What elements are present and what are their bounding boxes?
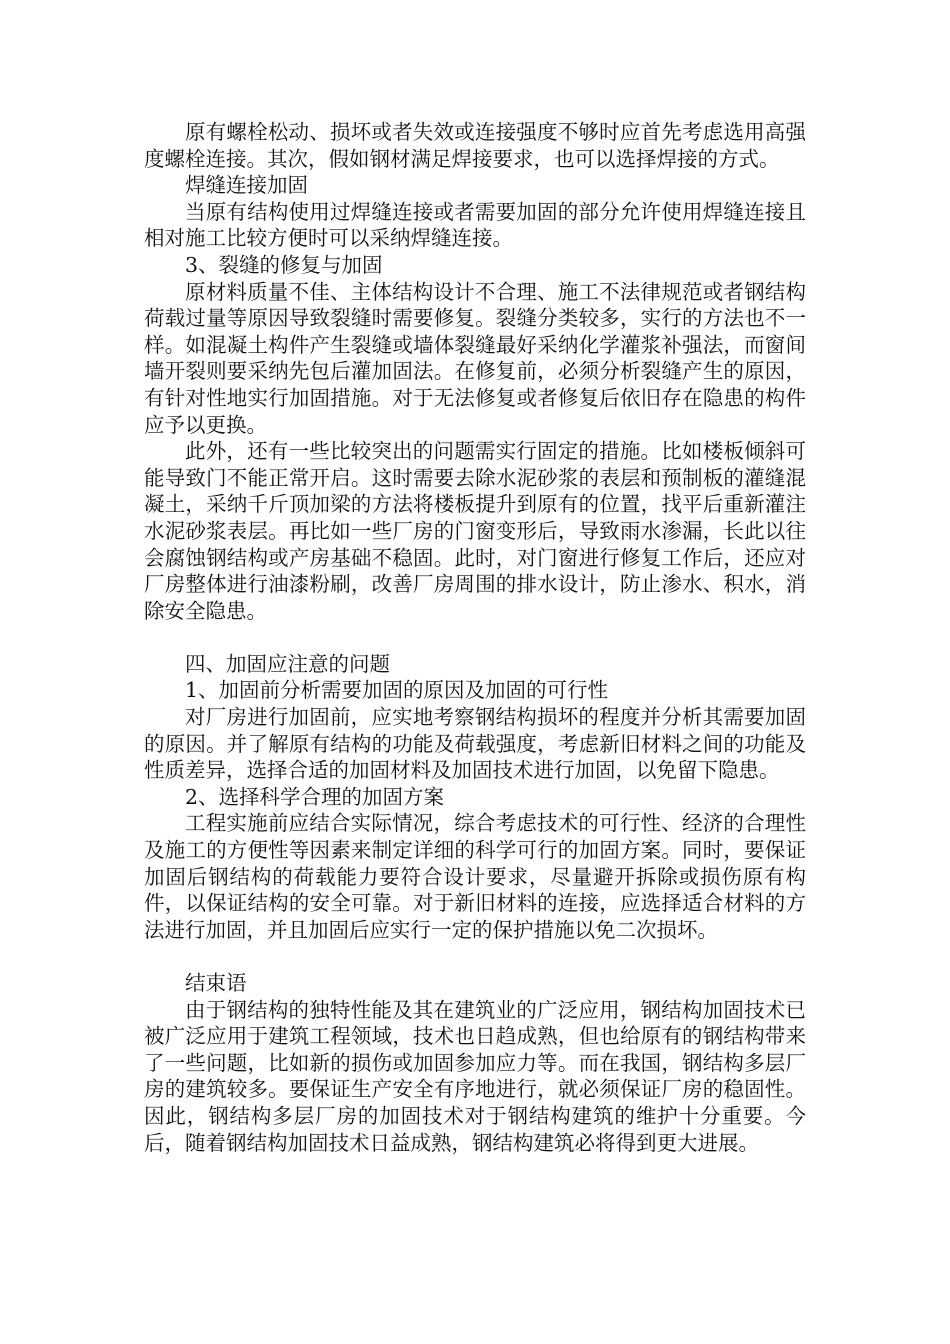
heading-weld-reinforcement: 焊缝连接加固	[185, 173, 308, 198]
heading-analysis-feasibility: 1、加固前分析需要加固的原因及加固的可行性	[185, 678, 609, 703]
section-spacer	[144, 943, 806, 970]
section-spacer	[144, 624, 806, 651]
document-page	[144, 119, 806, 1156]
paragraph-analysis: 对厂房进行加固前，应实地考察钢结构损坏的程度并分析其需要加固的原因。并了解原有结构的功能及荷载强度，考虑新旧材料之间的功能及性质差异，选择合适的加固材料及加固技术进行加固，以免留下隐患。	[144, 705, 806, 783]
heading-conclusion: 结束语	[185, 971, 247, 995]
heading-crack-repair: 3、裂缝的修复与加固	[185, 252, 383, 277]
heading-plan-selection: 2、选择科学合理的加固方案	[185, 784, 445, 809]
paragraph-crack-causes: 原材料质量不佳、主体结构设计不合理、施工不法律规范或者钢结构荷载过量等原因导致裂缝时需要修复。裂缝分类较多，实行的方法也不一样。如混凝土构件产生裂缝或墙体裂缝最好采纳化学灌浆补强法，而窗间墙开裂则要采纳先包后灌加固法。在修复前，必须分析裂缝产生的原因，有针对性地实行加固措施。对于无法修复或者修复后依旧存在隐患的构件应予以更换。	[144, 279, 806, 437]
paragraph-bolt-connection: 原有螺栓松动、损坏或者失效或连接强度不够时应首先考虑选用高强度螺栓连接。其次，假如钢材满足焊接要求，也可以选择焊接的方式。	[144, 120, 806, 171]
paragraph-conclusion: 由于钢结构的独特性能及其在建筑业的广泛应用，钢结构加固技术已被广泛应用于建筑工程领域，技术也日趋成熟，但也给原有的钢结构带来了一些问题，比如新的损伤或加固参加应力等。而在我国，钢结构多层厂房的建筑较多。要保证生产安全有序地进行，就必须保证厂房的稳固性。因此，钢结构多层厂房的加固技术对于钢结构建筑的维护十分重要。今后，随着钢结构加固技术日益成熟，钢结构建筑必将得到更大进展。	[144, 997, 806, 1155]
paragraph-weld-connection: 当原有结构使用过焊缝连接或者需要加固的部分允许使用焊缝连接且相对施工比较方便时可以采纳焊缝连接。	[144, 199, 806, 251]
paragraph-other-measures: 此外，还有一些比较突出的问题需实行固定的措施。比如楼板倾斜可能导致门不能正常开启。这时需要去除水泥砂浆的表层和预制板的灌缝混凝土，采纳千斤顶加梁的方法将楼板提升到原有的位置，找平后重新灌注水泥砂浆表层。再比如一些厂房的门窗变形后，导致雨水渗漏，长此以往会腐蚀钢结构或产房基础不稳固。此时，对门窗进行修复工作后，还应对厂房整体进行油漆粉刷，改善厂房周围的排水设计，防止渗水、积水，消除安全隐患。	[144, 439, 806, 623]
paragraph-plan: 工程实施前应结合实际情况，综合考虑技术的可行性、经济的合理性及施工的方便性等因素来制定详细的科学可行的加固方案。同时，要保证加固后钢结构的荷载能力要符合设计要求，尽量避开拆除或损伤原有构件，以保证结构的安全可靠。对于新旧材料的连接，应选择适合材料的方法进行加固，并且加固后应实行一定的保护措施以免二次损坏。	[144, 811, 806, 942]
heading-section-four: 四、加固应注意的问题	[185, 651, 390, 676]
